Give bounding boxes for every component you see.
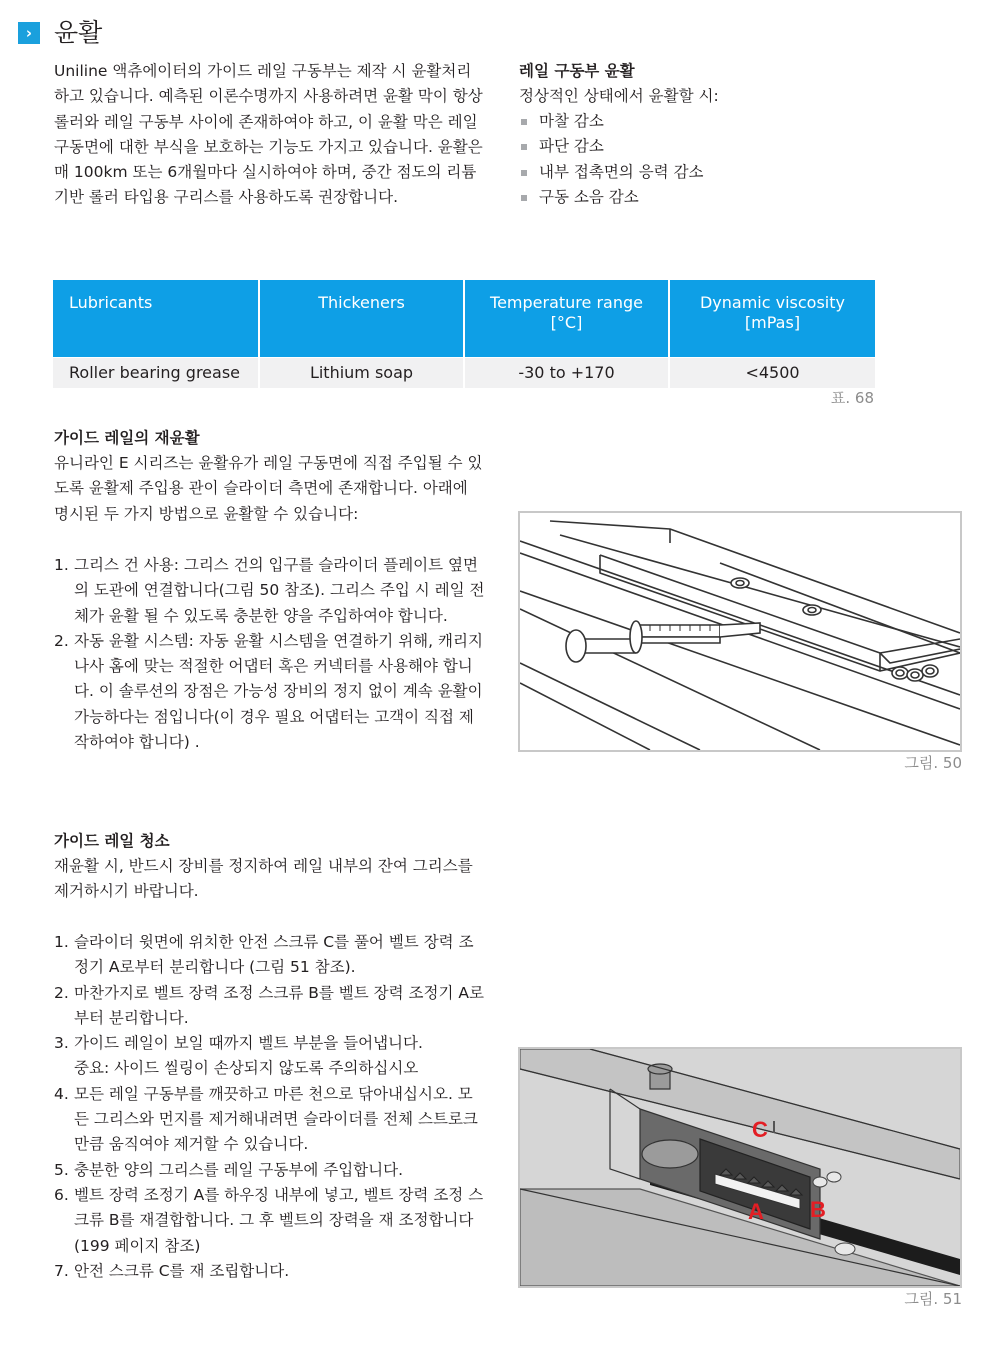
list-item [54,1082,484,1158]
list-item [54,1031,484,1082]
column-header-lubricants: Lubricants [53,280,259,357]
relubrication-title: 가이드 레일의 재윤활 [54,429,200,447]
bullet-square-icon [521,195,527,201]
step-text: 중요: 사이드 씰링이 손상되지 않도록 주의하십시오 [74,1059,419,1078]
rail-lubrication-lead: 정상적인 상태에서 윤활할 시: [519,87,719,105]
bullet-square-icon [521,170,527,176]
cleaning-steps [54,930,484,1284]
column-header-temperature: Temperature range [°C] [464,280,669,357]
step-number: 6. [54,1185,69,1204]
bullet-square-icon [521,119,527,125]
intro-line: 구동면에 대한 부식을 보호하는 기능도 가지고 있습니다. 윤활은 [54,137,483,156]
step-text: 정기 A로부터 분리합니다 (그림 51 참조). [74,958,356,977]
step-text: 그리스 건 사용: 그리스 건의 입구를 슬라이더 플레이트 옆면 [74,556,478,574]
step-text: 가능하다는 점입니다(이 경우 필요 어댑터는 고객이 직접 제 [74,707,474,726]
list-item [54,930,484,981]
benefit-label: 마찰 감소 [539,112,604,130]
step-text: 의 도관에 연결합니다(그림 50 참조). 그리스 주입 시 레일 전 [74,581,485,600]
cleaning-line: 재윤활 시, 반드시 장비를 정지하여 레일 내부의 잔여 그리스를 [54,857,473,875]
intro-line: Uniline 액츄에이터의 가이드 레일 구동부는 제작 시 윤활처리 [54,62,472,80]
benefit-label: 파단 감소 [539,137,604,156]
step-text: 든 그리스와 먼지를 제거해내려면 슬라이더를 전체 스트로크 [74,1110,478,1129]
relubrication-steps [54,553,485,755]
step-text: 나사 홈에 맞는 적절한 어댑터 혹은 커넥터를 사용해야 합니 [74,657,473,676]
step-number: 2. [54,983,69,1002]
figure-51-caption: 그림. 51 [904,1290,962,1308]
list-item [54,629,485,755]
step-text: 모든 레일 구동부를 깨끗하고 마른 천으로 닦아내십시오. 모 [74,1084,473,1103]
cleaning-paragraph [54,854,473,905]
intro-line: 하고 있습니다. 예측된 이론수명까지 사용하려면 윤활 막이 항상 [54,87,483,106]
cleaning-line: 제거하시기 바랍니다. [54,882,199,901]
step-text: 체가 윤활 될 수 있도록 충분한 양을 주입하여야 합니다. [74,606,448,625]
table-row [53,357,875,388]
belt-tensioner-figure [518,1047,962,1288]
list-item [54,553,485,629]
cleaning-title: 가이드 레일 청소 [54,832,170,850]
benefit-label: 내부 접촉면의 응력 감소 [539,162,704,181]
step-text: 다. 이 솔루션의 장점은 가능성 장비의 정지 없이 계속 윤활이 [74,682,483,701]
table-header-row [53,280,875,357]
intro-line: 기반 롤러 타입용 구리스를 사용하도록 권장합니다. [54,188,398,207]
step-text: 자동 윤활 시스템: 자동 윤활 시스템을 연결하기 위해, 캐리지 [74,631,483,650]
intro-line: 매 100km 또는 6개월마다 실시하여야 하며, 중간 점도의 리튬 [54,163,477,182]
bullet-square-icon [521,144,527,150]
step-text: 슬라이더 윗면에 위치한 안전 스크류 C를 풀어 벨트 장력 조 [74,933,474,951]
step-number: 3. [54,1034,69,1053]
table-cell: Roller bearing grease [53,357,259,388]
rail-lubrication-title: 레일 구동부 윤활 [519,62,635,80]
intro-paragraph [54,59,483,211]
label-a: A [748,1199,764,1224]
benefit-item [519,185,704,210]
step-text: 벨트 장력 조정기 A를 하우징 내부에 넣고, 벨트 장력 조정 스 [74,1185,484,1204]
relubrication-paragraph [54,451,482,527]
table-caption: 표. 68 [830,389,874,407]
benefit-item [519,160,704,185]
grease-gun-figure [518,511,962,752]
rail-grease-gun-illustration [520,513,960,750]
step-text: 크류 B를 재결합합니다. 그 후 벨트의 장력을 재 조정합니다 [74,1211,474,1230]
list-item [54,981,484,1032]
step-number: 7. [54,1261,69,1280]
benefit-item [519,109,704,134]
step-text: (199 페이지 참조) [74,1236,201,1255]
list-item [54,1158,484,1183]
figure-50-caption: 그림. 50 [904,754,962,772]
label-b: B [810,1197,826,1222]
section-title: 윤활 [54,18,103,47]
column-header-thickeners: Thickeners [259,280,464,357]
step-text: 충분한 양의 그리스를 레일 구동부에 주입합니다. [74,1160,404,1179]
table-cell: -30 to +170 [464,357,669,388]
step-text: 마찬가지로 벨트 장력 조정 스크류 B를 벨트 장력 조정기 A로 [74,983,484,1002]
table-cell: <4500 [669,357,875,388]
label-c: C [752,1117,768,1142]
step-text: 작하여야 합니다) . [74,733,200,752]
benefit-item [519,134,704,159]
step-text: 안전 스크류 C를 재 조립합니다. [74,1261,290,1280]
column-header-viscosity: Dynamic viscosity [mPas] [669,280,875,357]
relubrication-line: 명시된 두 가지 방법으로 윤활할 수 있습니다: [54,504,359,523]
step-text: 만큼 움직여야 제거할 수 있습니다. [74,1135,309,1154]
benefit-label: 구동 소음 감소 [539,187,639,206]
list-item [54,1183,484,1259]
list-item [54,1259,484,1284]
lubricant-table [53,280,875,388]
step-number: 5. [54,1160,69,1179]
table-cell: Lithium soap [259,357,464,388]
relubrication-line: 도록 윤활제 주입용 관이 슬라이더 측면에 존재합니다. 아래에 [54,479,468,498]
step-number: 1. [54,556,69,574]
benefit-list [519,109,704,210]
belt-tensioner-illustration [520,1049,960,1286]
step-number: 2. [54,631,69,650]
step-text: 가이드 레일이 보일 때까지 벨트 부분을 들어냅니다. [74,1034,423,1053]
step-text: 부터 분리합니다. [74,1008,189,1027]
step-number: 4. [54,1084,69,1103]
intro-line: 롤러와 레일 구동부 사이에 존재하여야 하고, 이 윤활 막은 레일 [54,112,478,131]
step-number: 1. [54,933,69,951]
relubrication-line: 유니라인 E 시리즈는 윤활유가 레일 구동면에 직접 주입될 수 있 [54,454,483,472]
section-marker-icon: › [18,22,40,44]
